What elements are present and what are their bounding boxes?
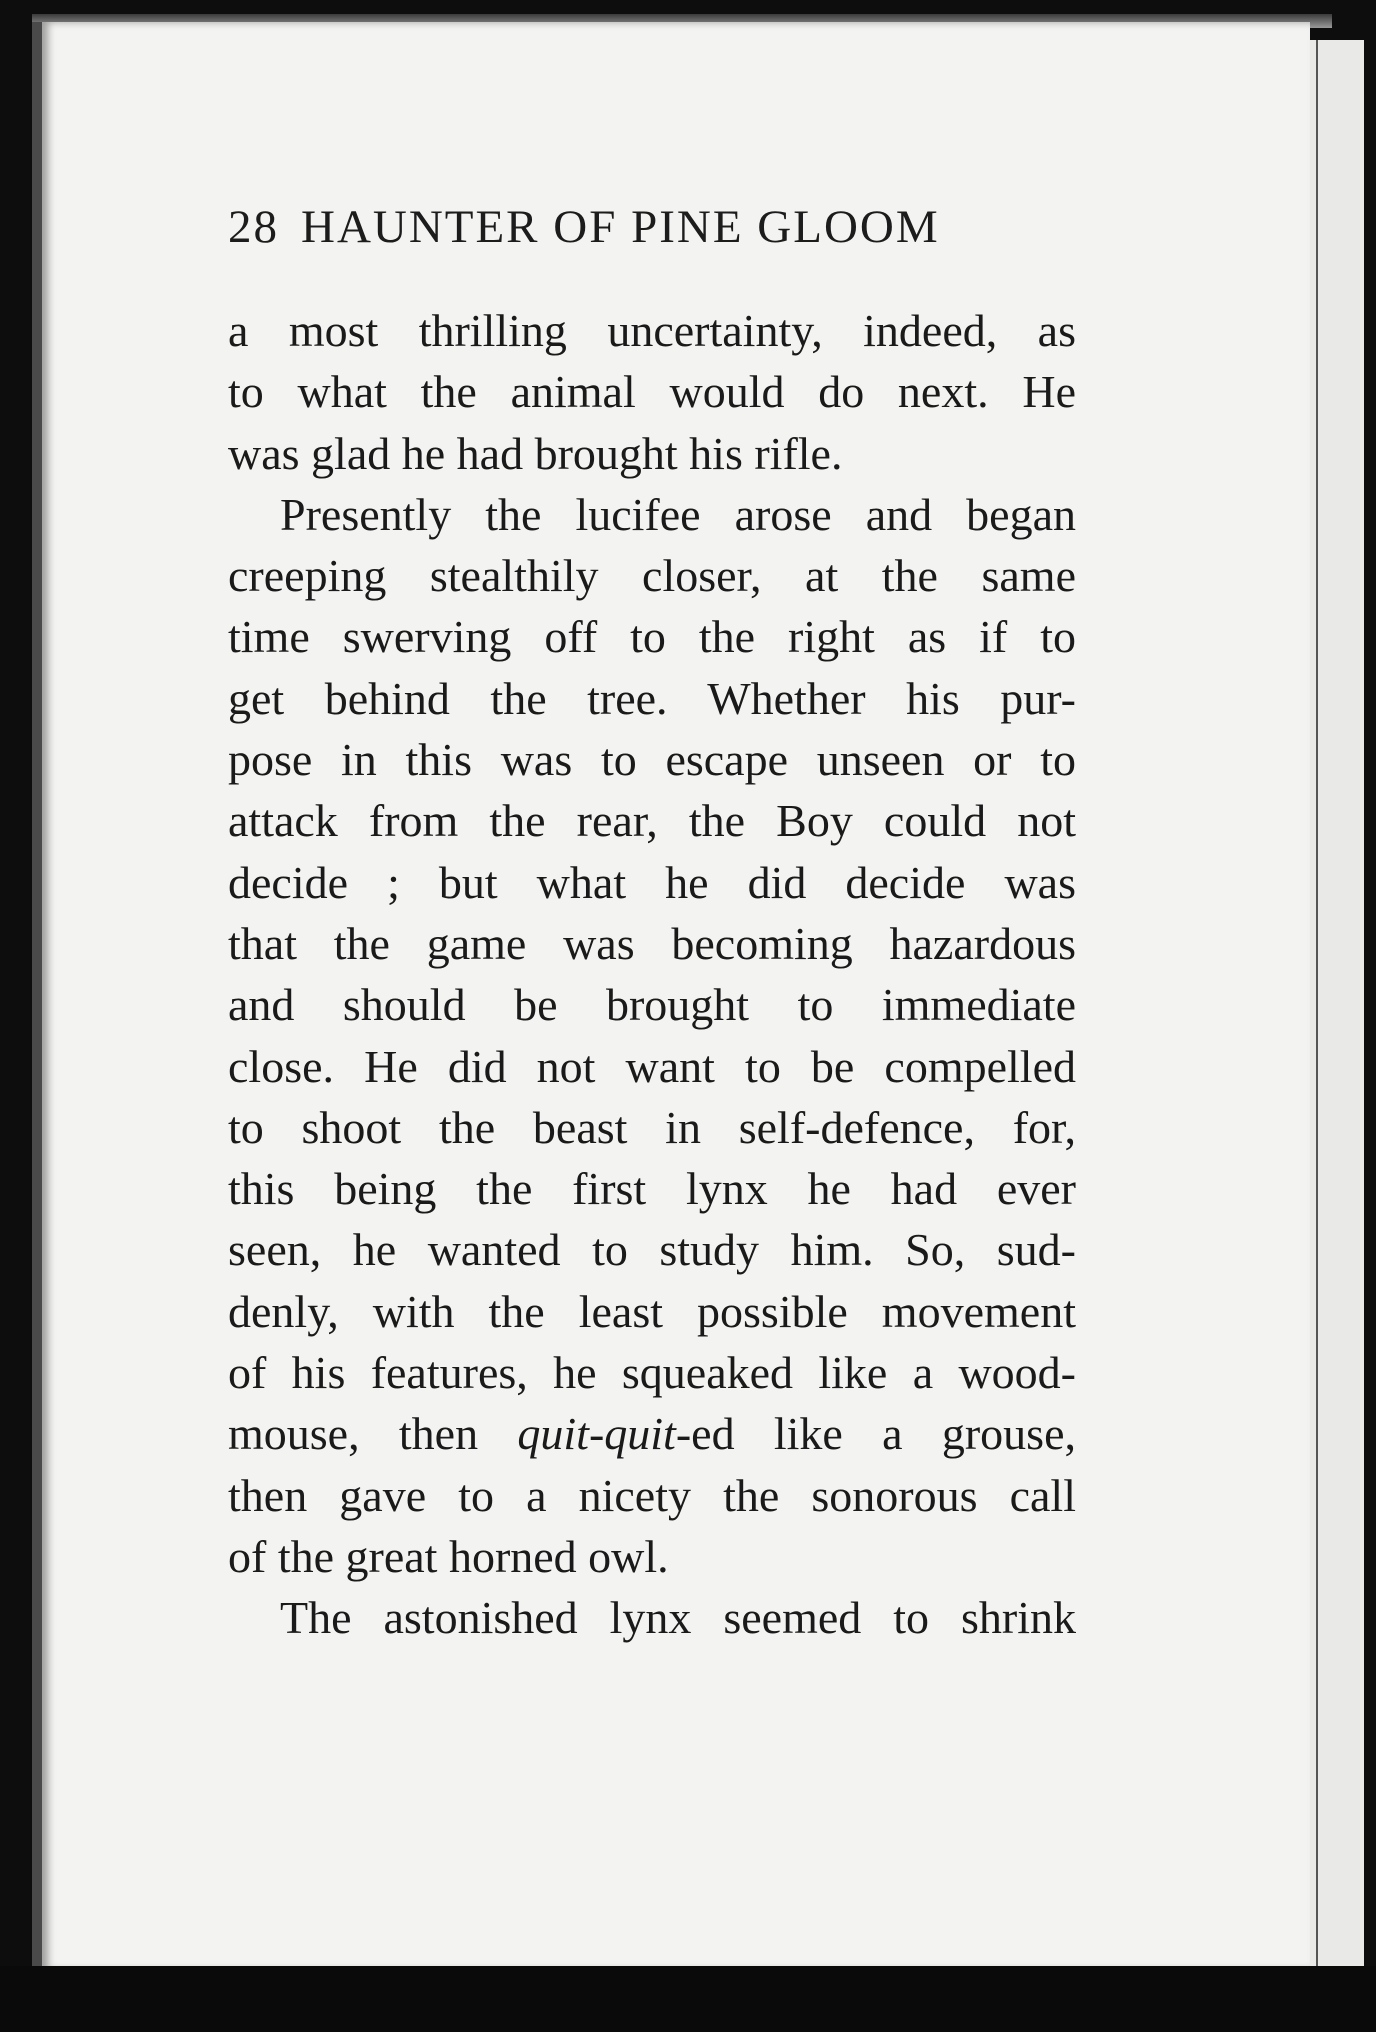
text-line-15: this being the first lynx he had ever — [228, 1163, 1076, 1215]
page-number: 28 — [228, 201, 279, 253]
text-line-16: seen, he wanted to study him. So, sud- — [228, 1224, 1076, 1276]
running-header — [228, 200, 1078, 254]
text-line-6: time swerving off to the right as if to — [228, 611, 1076, 663]
text-line-9: attack from the rear, the Boy could not — [228, 795, 1076, 847]
text-line-19-after: -ed like a grouse, — [675, 1408, 1076, 1460]
text-line-1: a most thrilling uncertainty, indeed, as — [228, 305, 1076, 356]
text-line-10: decide ; but what he did decide was — [228, 856, 1076, 908]
text-line-11: that the game was becoming hazardous — [228, 917, 1076, 969]
running-title: HAUNTER OF PINE GLOOM — [301, 201, 940, 253]
text-line-18: of his features, he squeaked like a wood- — [228, 1347, 1076, 1399]
text-line-17: denly, with the least possible movement — [228, 1285, 1076, 1337]
body-text — [228, 300, 1076, 1649]
scan-bottom-band — [0, 1966, 1376, 2032]
text-line-13: close. He did not want to be compelled — [228, 1040, 1076, 1092]
italic-quit-quit: quit-quit — [517, 1408, 676, 1460]
text-line-7: get behind the tree. Whether his pur- — [228, 672, 1076, 724]
text-line-8: pose in this was to escape unseen or to — [228, 734, 1076, 786]
text-line-12: and should be brought to immediate — [228, 979, 1076, 1031]
text-line-21: of the great horned owl. — [228, 1530, 669, 1582]
text-line-4: Presently the lucifee arose and began — [280, 488, 1076, 540]
text-line-2: to what the animal would do next. He — [228, 366, 1076, 418]
binding-line — [1316, 40, 1318, 1970]
text-line-20: then gave to a nicety the sonorous call — [228, 1469, 1076, 1521]
text-line-22: The astonished lynx seemed to shrink — [280, 1592, 1076, 1644]
text-line-3: was glad he had brought his rifle. — [228, 427, 843, 479]
text-line-5: creeping stealthily closer, at the same — [228, 550, 1076, 602]
text-line-19 — [228, 1403, 1076, 1464]
text-line-19-before: mouse, then — [228, 1408, 518, 1460]
text-line-14: to shoot the beast in self-defence, for, — [228, 1101, 1076, 1153]
